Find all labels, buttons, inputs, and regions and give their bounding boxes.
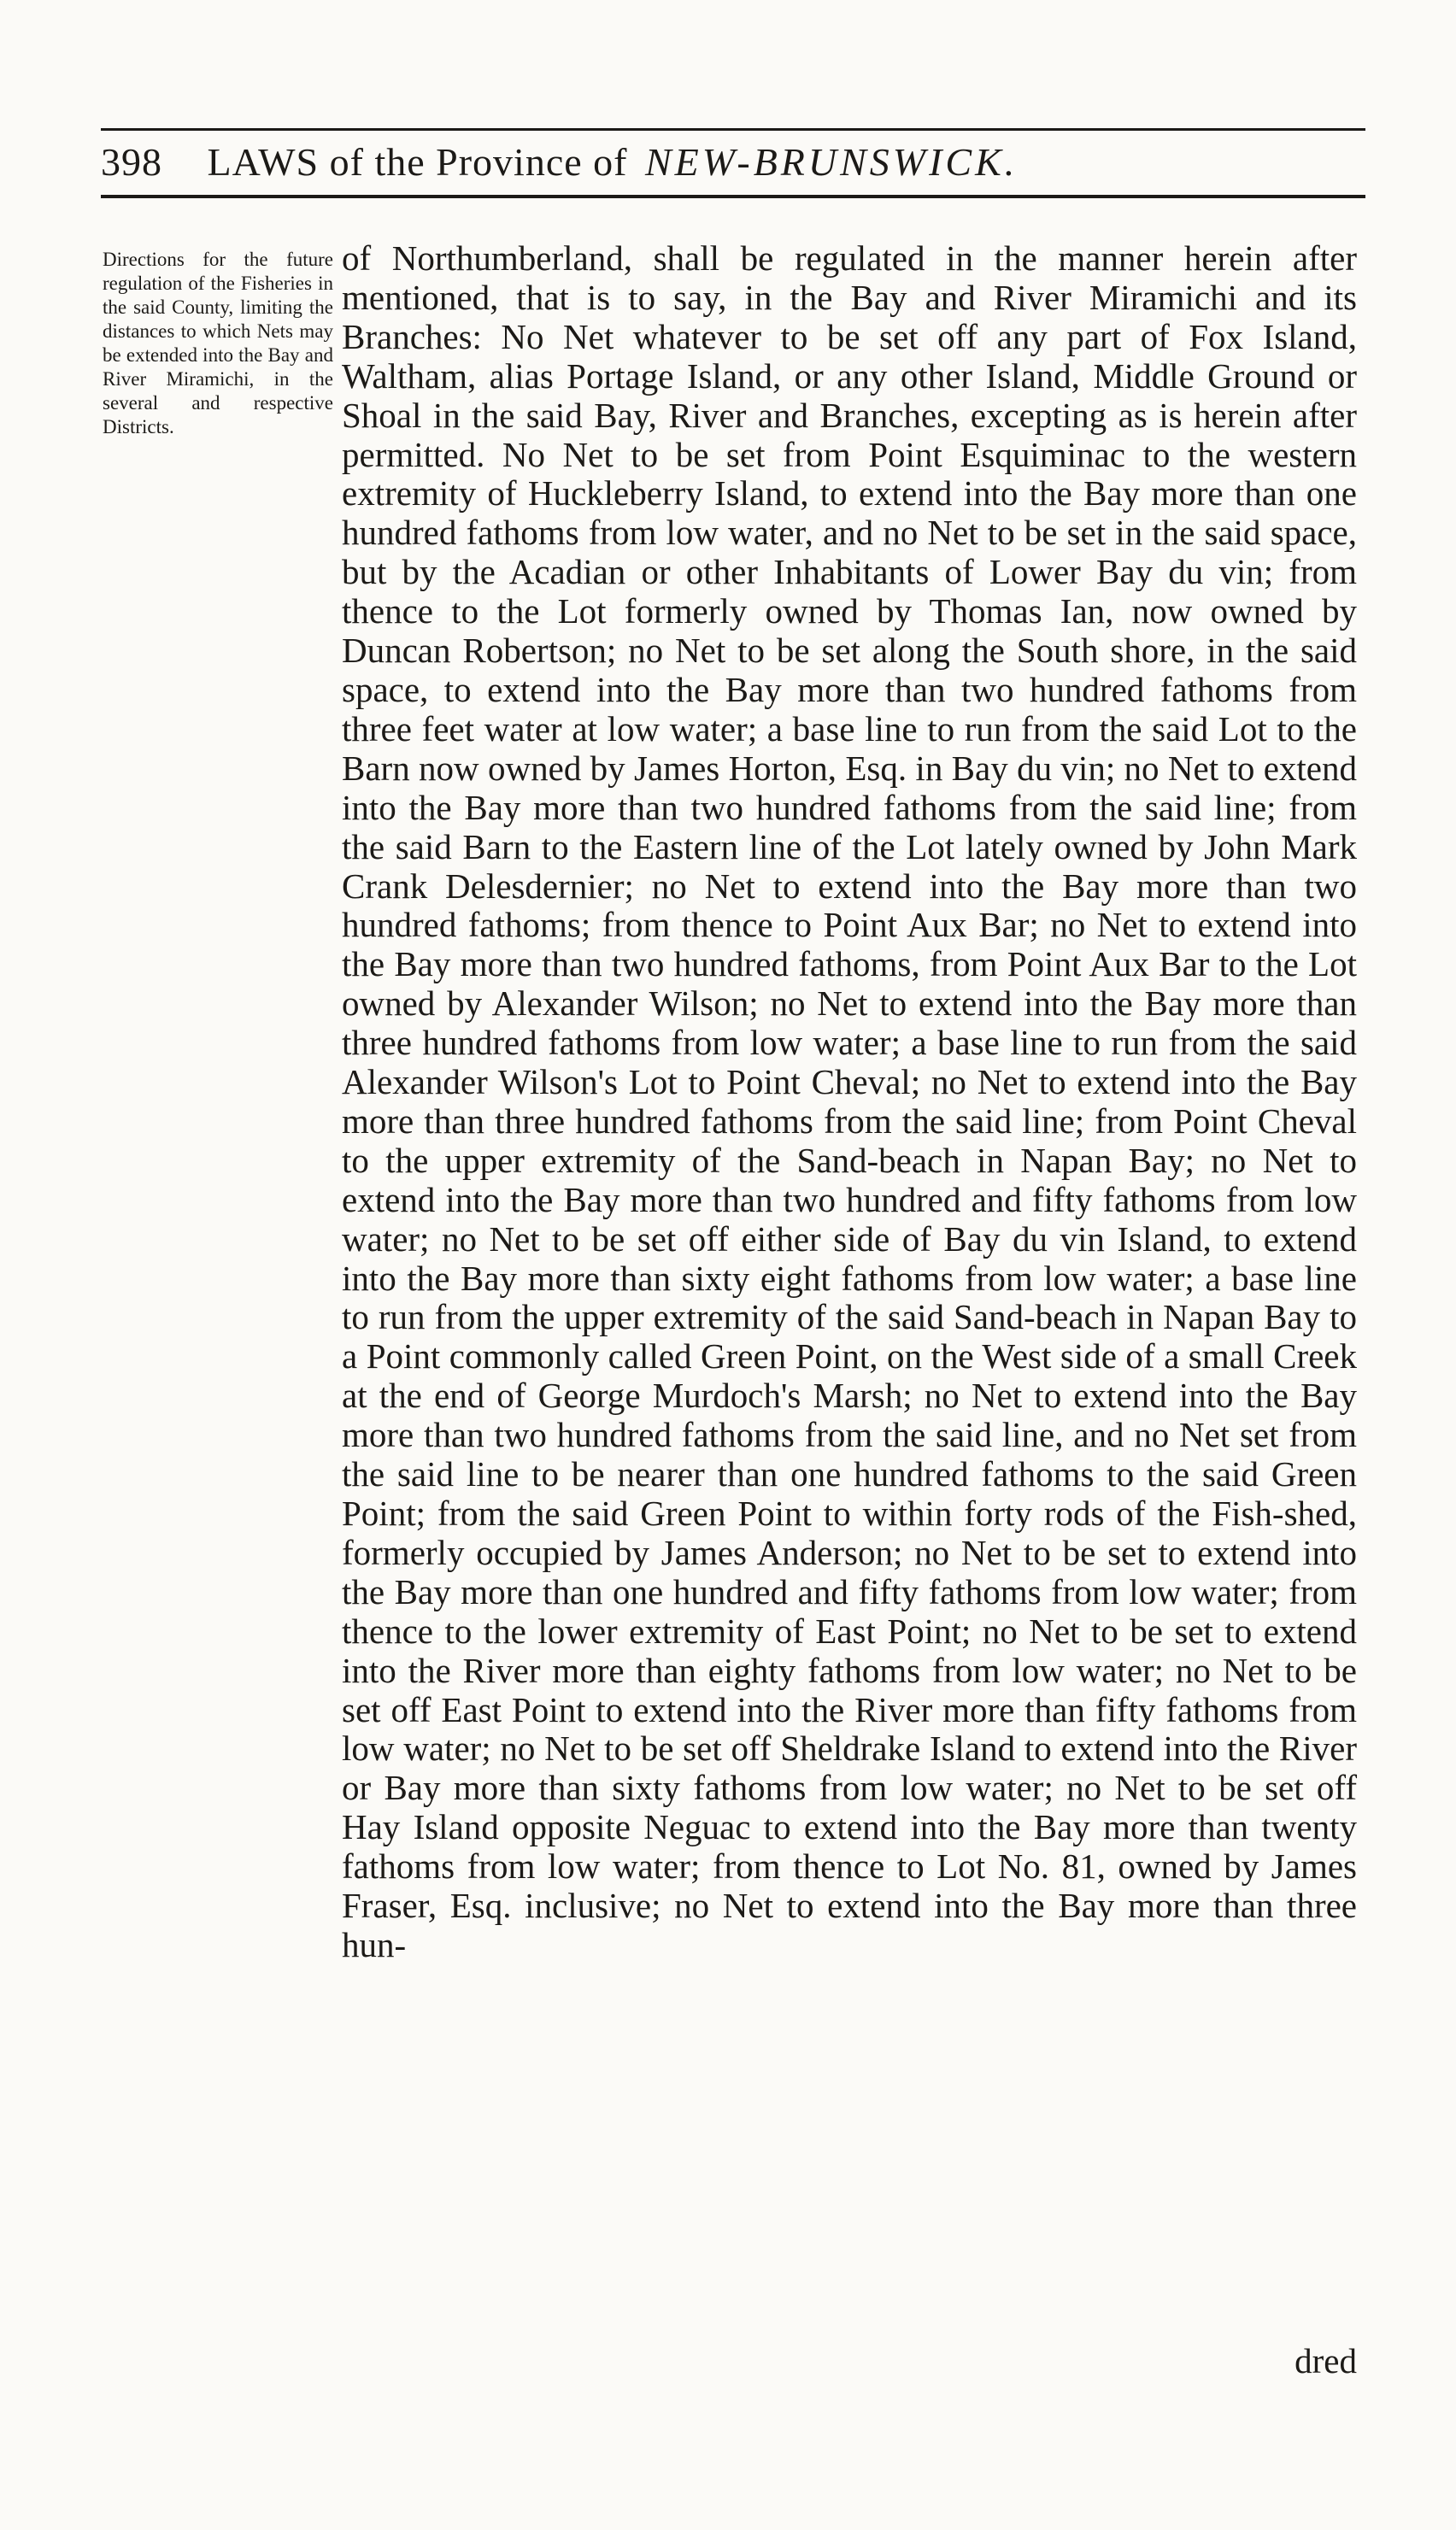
catchword: dred bbox=[1295, 2341, 1357, 2380]
body-paragraph: of Northumberland, shall be regulated in the manner herein after mentioned, that is to say, in the Bay and River Miramichi and its Branches: No Net whatever to be set off any part of Fox Island, Waltham, alias Portage Island, or any other Island, Middle Ground or Shoal in the said Bay, River and Branches, excepting as is herein after permitted. No Net to be set from Point Esquiminac to the western extremity of Huckleberry Island, to extend into the Bay more than one hundred fathoms from low water, and no Net to be set in the said space, but by the Acadian or other Inhabitants of Lower Bay du vin; from thence to the Lot formerly owned by Thomas Ian, now owned by Duncan Robertson; no Net to be set along the South shore, in the said space, to extend into the Bay more than two hundred fathoms from three feet water at low water; a base line to run from the said Lot to the Barn now owned by James Horton, Esq. in Bay du vin; no Net to extend into the Bay more than two hundred fathoms from the said line; from the said Barn to the Eastern line of the Lot lately owned by John Mark Crank Delesdernier; no Net to extend into the Bay more than two hundred fathoms; from thence to Point Aux Bar; no Net to extend into the Bay more than two hundred fathoms, from Point Aux Bar to the Lot owned by Alexander Wilson; no Net to extend into the Bay more than three hundred fathoms from low water; a base line to run from the said Alexander Wilson's Lot to Point Cheval; no Net to extend into the Bay more than three hundred fathoms from the said line; from Point Cheval to the upper extremity of the Sand-beach in Napan Bay; no Net to extend into the Bay more than two hundred and fifty fathoms from low water; no Net to be set off either side of Bay du vin Island, to extend into the Bay more than sixty eight fathoms from low water; a base line to run from the upper extremity of the said Sand-beach in Napan Bay to a Point commonly called Green Point, on the West side of a small Creek at the end of George Murdoch's Marsh; no Net to extend into the Bay more than two hundred fathoms from the said line, and no Net set from the said line to be nearer than one hundred fathoms to the said Green Point; from the said Green Point to within forty rods of the Fish-shed, formerly occupied by James Anderson; no Net to be set to extend into the Bay more than one hundred and fifty fathoms from low water; from thence to the lower extremity of East Point; no Net to be set to extend into the River more than eighty fathoms from low water; no Net to be set off East Point to extend into the River more than fifty fathoms from low water; no Net to be set off Sheldrake Island to extend into the River or Bay more than sixty fathoms from low water; no Net to be set off Hay Island opposite Neguac to extend into the Bay more than twenty fathoms from low water; from thence to Lot No. 81, owned by James Fraser, Esq. inclusive; no Net to extend into the Bay more than three hun- bbox=[342, 238, 1357, 1964]
marginal-note: Directions for the future regulation of the Fisheries in the said County, limiting the distances to which Nets may be extended into the Bay and River Miramichi, in the several and respective Districts. bbox=[103, 249, 333, 437]
header-rule-top bbox=[101, 128, 1365, 131]
running-header bbox=[101, 137, 1365, 188]
header-province: NEW-BRUNSWICK. bbox=[644, 140, 1019, 184]
header-title: LAWS of the Province of bbox=[207, 140, 628, 184]
page-number: 398 bbox=[101, 140, 162, 184]
header-rule-bottom bbox=[101, 195, 1365, 198]
